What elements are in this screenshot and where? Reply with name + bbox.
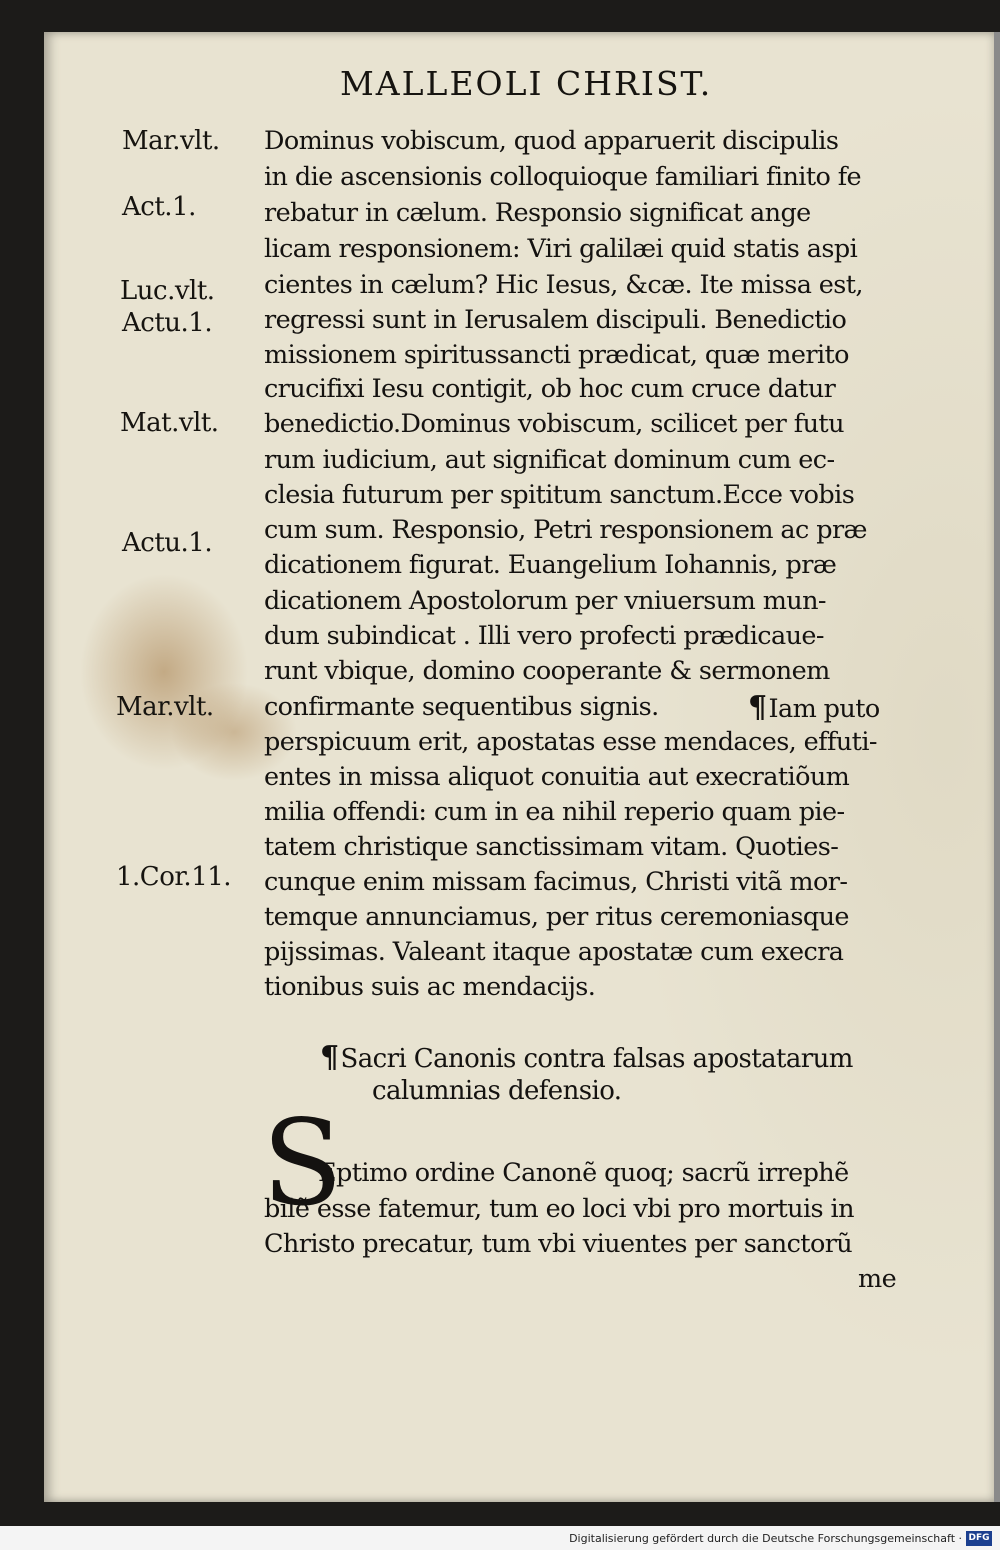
text-line: temque annunciamus, per ritus ceremoniasque [264,902,849,932]
text-line-paragraph [748,690,880,725]
text-line: rebatur in cælum. Responsio significat ange [264,198,811,228]
text-line: in die ascensionis colloquioque familiari finito fe [264,162,862,192]
margin-note: Actu.1. [122,528,213,558]
text-line: clesia futurum per spititum sanctum.Ecce vobis [264,480,855,510]
text-line: regressi sunt in Ierusalem discipuli. Benedictio [264,305,847,335]
text-line: Eptimo ordine Canonẽ quoq; sacrũ irrephẽ [318,1158,849,1188]
text-line: dicationem Apostolorum per vniuersum mun- [264,586,826,616]
text-line: missionem spiritussancti prædicat, quæ merito [264,340,849,370]
text-line: confirmante sequentibus signis. [264,692,659,722]
dfg-logo: DFG [966,1531,992,1546]
margin-note: Luc.vlt. [120,276,215,306]
text-line: runt vbique, domino cooperante & sermonem [264,656,830,686]
text-line: perspicuum erit, apostatas esse mendaces, effuti- [264,727,877,757]
running-header: MALLEOLI CHRIST. [340,64,713,103]
text-line: entes in missa aliquot conuitia aut execratiõum [264,762,850,792]
text-line: rum iudicium, aut significat dominum cum ec- [264,445,835,475]
catchword: me [858,1264,897,1294]
text-line: cunque enim missam facimus, Christi vitã mor- [264,867,848,897]
text-line: dum subindicat . Illi vero profecti prædicaue- [264,621,824,651]
text-line: cum sum. Responsio, Petri responsionem ac præ [264,515,867,545]
text-line: benedictio.Dominus vobiscum, scilicet per futu [264,409,844,439]
section-heading-line2: calumnias defensio. [372,1076,622,1106]
margin-note: Mat.vlt. [120,408,219,438]
text-line: licam responsionem: Viri galilæi quid statis aspi [264,234,858,264]
text-line: cientes in cælum? Hic Iesus, &cæ. Ite missa est, [264,270,863,300]
pilcrow-mark: ¶ [748,690,767,725]
text-line: tionibus suis ac mendacijs. [264,972,596,1002]
text-line: tatem christique sanctissimam vitam. Quoties- [264,832,839,862]
margin-note: Mar.vlt. [116,692,214,722]
footer-bar [0,1526,1000,1550]
text-line: Christo precatur, tum vbi viuentes per sanctorũ [264,1229,853,1259]
drop-cap: S [262,1094,343,1232]
text-line: milia offendi: cum in ea nihil reperio quam pie- [264,797,845,827]
text-line: crucifixi Iesu contigit, ob hoc cum cruce datur [264,374,836,404]
margin-note: Mar.vlt. [122,126,220,156]
pilcrow-mark: ¶ [320,1040,339,1075]
text-line: Dominus vobiscum, quod apparuerit discipulis [264,126,839,156]
text-line: pijssimas. Valeant itaque apostatæ cum execra [264,937,844,967]
section-heading-line1: Sacri Canonis contra falsas apostatarum [340,1044,853,1074]
margin-note: Actu.1. [122,308,213,338]
section-heading [320,1040,853,1075]
funding-credit: Digitalisierung gefördert durch die Deutsche Forschungsgemeinschaft · [569,1532,962,1545]
text-fragment: Iam puto [768,694,880,724]
page-edge [994,32,1000,1502]
margin-note: Act.1. [122,192,196,222]
text-line: dicationem figurat. Euangelium Iohannis, præ [264,550,837,580]
margin-note: 1.Cor.11. [116,862,232,892]
text-line: bilẽ esse fatemur, tum eo loci vbi pro mortuis in [264,1194,854,1224]
